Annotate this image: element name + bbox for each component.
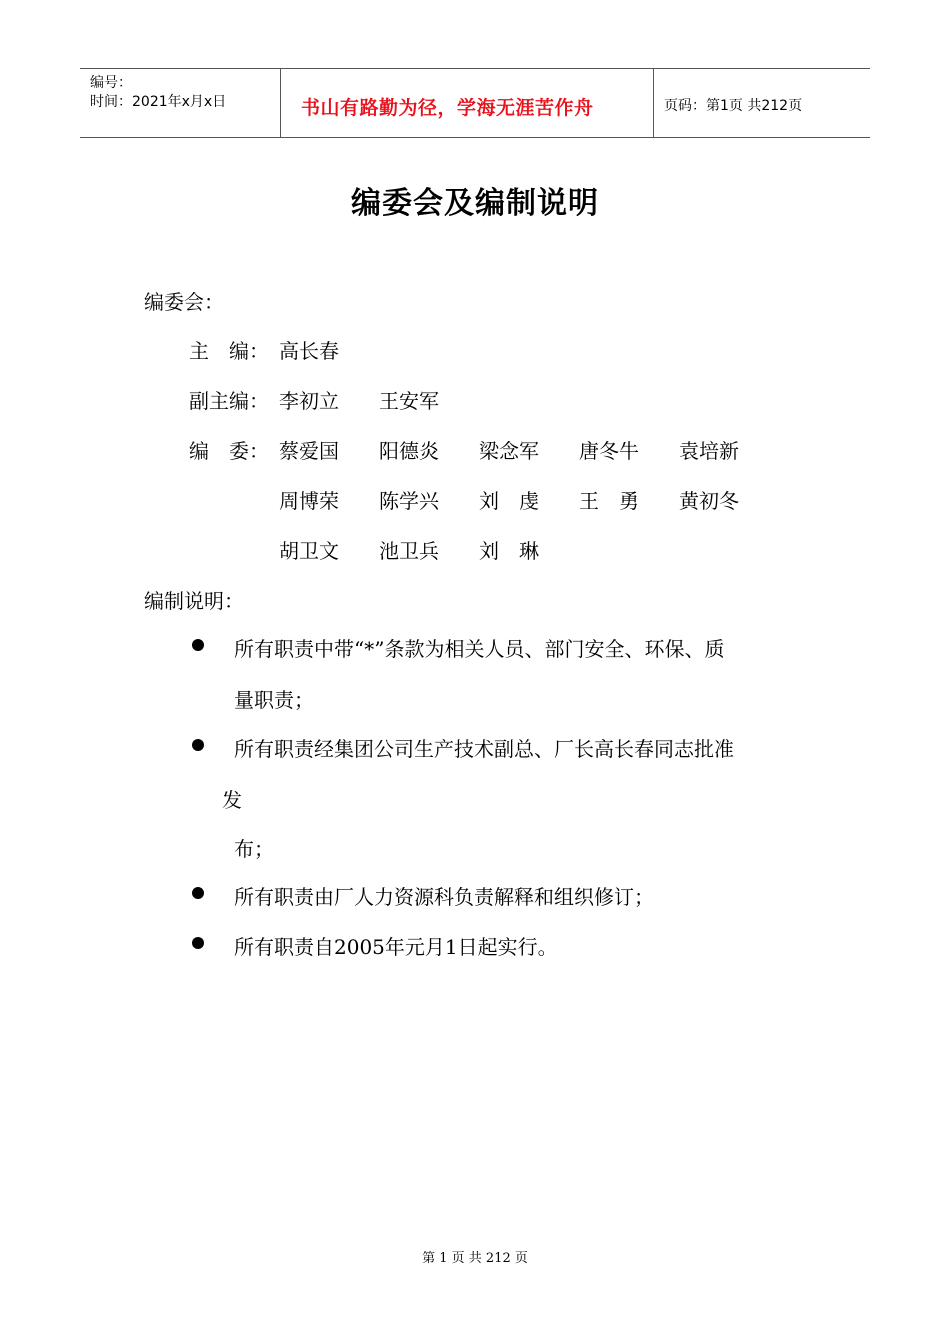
deputy-name: 王安军 bbox=[379, 389, 439, 413]
header-meta-cell bbox=[80, 69, 281, 137]
number-label: 编号： bbox=[90, 75, 132, 91]
note-item-4: 所有职责自2005年元月1日起实行。 bbox=[234, 935, 558, 959]
member-name: 刘 虔 bbox=[479, 489, 539, 513]
chief-editor-name: 高长春 bbox=[279, 339, 339, 363]
member-name: 唐冬牛 bbox=[579, 439, 639, 463]
bullet-icon bbox=[192, 937, 204, 949]
note-item-2-cont: 发 bbox=[222, 788, 242, 812]
member-name: 袁培新 bbox=[679, 439, 739, 463]
member-name: 刘 琳 bbox=[479, 539, 539, 563]
member-name: 王 勇 bbox=[579, 489, 639, 513]
note-item-3: 所有职责由厂人力资源科负责解释和组织修订； bbox=[234, 885, 654, 909]
note-item-2: 所有职责经集团公司生产技术副总、厂长高长春同志批准 bbox=[234, 737, 734, 761]
document-title: 编委会及编制说明 bbox=[351, 186, 599, 221]
members-label: 编 委： bbox=[189, 439, 269, 463]
page-info: 页码：第1页 共212页 bbox=[664, 98, 803, 114]
time-label: 时间：2021年x月x日 bbox=[90, 94, 227, 110]
deputy-name: 李初立 bbox=[279, 389, 339, 413]
notes-heading: 编制说明： bbox=[144, 589, 244, 613]
member-name: 梁念军 bbox=[479, 439, 539, 463]
member-name: 池卫兵 bbox=[379, 539, 439, 563]
page-header bbox=[80, 68, 870, 138]
note-item-1: 所有职责中带“*”条款为相关人员、部门安全、环保、质 bbox=[234, 637, 725, 661]
committee-heading: 编委会： bbox=[144, 290, 224, 314]
member-name: 周博荣 bbox=[279, 489, 339, 513]
bullet-icon bbox=[192, 639, 204, 651]
deputy-label: 副主编： bbox=[189, 389, 269, 413]
member-name: 胡卫文 bbox=[279, 539, 339, 563]
member-name: 陈学兴 bbox=[379, 489, 439, 513]
note-item-1-cont: 量职责； bbox=[234, 688, 314, 712]
page-footer: 第 1 页 共 212 页 bbox=[422, 1251, 528, 1266]
bullet-icon bbox=[192, 739, 204, 751]
bullet-icon bbox=[192, 887, 204, 899]
member-name: 黄初冬 bbox=[679, 489, 739, 513]
member-name: 蔡爱国 bbox=[279, 439, 339, 463]
motto: 书山有路勤为径，学海无涯苦作舟 bbox=[301, 97, 594, 119]
header-page-cell bbox=[654, 69, 870, 137]
header-motto-cell bbox=[281, 69, 654, 137]
note-item-2-cont: 布； bbox=[234, 837, 274, 861]
chief-editor-label: 主 编： bbox=[189, 339, 269, 363]
member-name: 阳德炎 bbox=[379, 439, 439, 463]
